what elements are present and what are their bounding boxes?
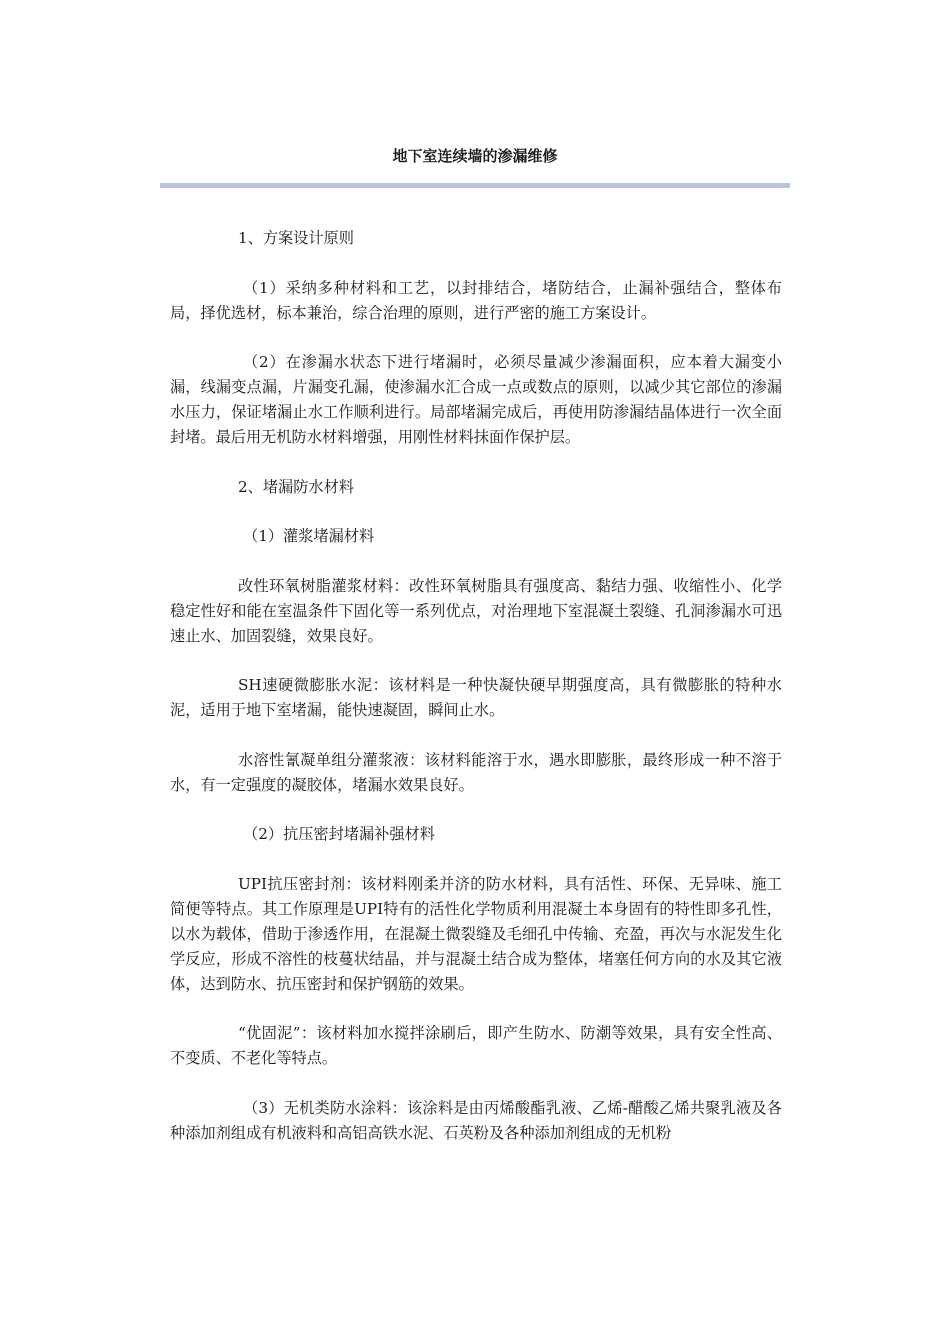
paragraph: UPI抗压密封剂：该材料刚柔并济的防水材料，具有活性、环保、无异味、施工简便等特点。其工作原理是UPI特有的活性化学物质利用混凝土本身固有的特性即多孔性，以水为载体，借助于渗透作用，在混凝土微裂缝及毛细孔中传输、充盈，再次与水泥发生化学反应，形成不溶性的枝蔓状结晶，并与混凝土结合成为整体，堵塞任何方向的水及其它液体，达到防水、抗压密封和保护钢筋的效果。 xyxy=(170,874,782,993)
paragraph: SH速硬微膨胀水泥：该材料是一种快凝快硬早期强度高，具有微膨胀的特种水泥，适用于地下室堵漏，能快速凝固，瞬间止水。 xyxy=(170,676,782,719)
subsection-heading: （2）抗压密封堵漏补强材料 xyxy=(243,825,435,843)
document-body xyxy=(170,226,782,1170)
paragraph: （3）无机类防水涂料：该涂料是由丙烯酸酯乳液、乙烯-醋酸乙烯共聚乳液及各种添加剂组成有机液料和高铝高铁水泥、石英粉及各种添加剂组成的无机粉 xyxy=(170,1098,782,1142)
title-divider xyxy=(160,183,790,188)
paragraph: 水溶性氰凝单组分灌浆液：该材料能溶于水，遇水即膨胀，最终形成一种不溶于水，有一定强度的凝胶体，堵漏水效果良好。 xyxy=(170,750,782,794)
paragraph: （1）采纳多种材料和工艺，以封排结合，堵防结合，止漏补强结合，整体布局，择优选材，标本兼治，综合治理的原则，进行严密的施工方案设计。 xyxy=(170,278,782,322)
paragraph: （2）在渗漏水状态下进行堵漏时，必须尽量减少渗漏面积，应本着大漏变小漏，线漏变点漏，片漏变孔漏，使渗漏水汇合成一点或数点的原则，以减少其它部位的渗漏水压力，保证堵漏止水工作顺利进行。局部堵漏完成后，再使用防渗漏结晶体进行一次全面封堵。最后用无机防水材料增强，用刚性材料抹面作保护层。 xyxy=(170,353,782,446)
section-heading: 1、方案设计原则 xyxy=(238,229,354,247)
section-heading: 2、堵漏防水材料 xyxy=(238,477,354,496)
paragraph: “优固泥”：该材料加水搅拌涂刷后，即产生防水、防潮等效果，具有安全性高、不变质、不老化等特点。 xyxy=(170,1024,782,1067)
document-title: 地下室连续墙的渗漏维修 xyxy=(392,147,558,165)
subsection-heading: （1）灌浆堵漏材料 xyxy=(243,527,375,545)
paragraph: 改性环氧树脂灌浆材料：改性环氧树脂具有强度高、黏结力强、收缩性小、化学稳定性好和能在室温条件下固化等一系列优点，对治理地下室混凝土裂缝、孔洞渗漏水可迅速止水、加固裂缝，效果良好。 xyxy=(170,576,782,645)
